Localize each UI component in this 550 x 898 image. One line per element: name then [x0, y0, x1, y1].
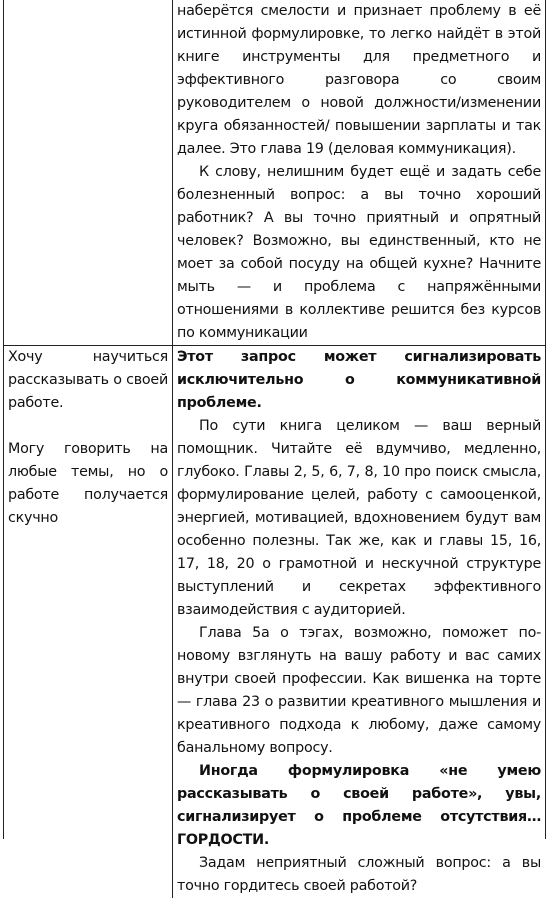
request-cell [4, 346, 173, 898]
answer-paragraph: Глава 5а о тэгах, возможно, поможет по-новому взглянуть на вашу работу и вас самих внутри своей профессии. Как вишенка на торте — глава 23 о развитии креативного мышления и креативного подхода к любому, даже самому банальному вопросу. [177, 622, 541, 760]
answer-paragraph: Задам неприятный сложный вопрос: а вы точно гордитесь своей работой? [177, 852, 541, 898]
answer-paragraph: По сути книга целиком — ваш верный помощник. Читайте её вдумчиво, медленно, глубоко. Главы 2, 5, 6, 7, 8, 10 про поиск смысла, формулирование целей, работу с самооценкой, энергией, мотивацией, вдохновением будут вам особенно полезны. Так же, как и главы 15, 16, 17, 18, 20 о грамотной и нескучной структуре выступлений и секретах эффективного взаимодействия с аудиторией. [177, 415, 541, 622]
answer-bold-paragraph: Иногда формулировка «не умею рассказывать о своей работе», увы, сигнализирует о проблеме отсутствия… ГОРДОСТИ. [177, 760, 541, 852]
request-cell [4, 0, 173, 346]
answer-paragraph: К слову, нелишним будет ещё и задать себе болезненный вопрос: а вы точно хороший работник? А вы точно приятный и опрятный человек? Возможно, вы единственный, кто не моет за собой посуду на общей кухне? Начните мыть — и проблема с напряжёнными отношениями в коллективе решится без курсов по коммуникации [177, 161, 541, 345]
answer-paragraph: наберётся смелости и признает проблему в её истинной формулировке, то легко найдёт в этой книге инструменты для предметного и эффективного разговора со своим руководителем о новой должности/изменении круга обязанностей/ повышении зарплаты и так далее. Это глава 19 (деловая коммуникация). [177, 0, 541, 161]
answer-bold-paragraph: Этот запрос может сигнализировать исключительно о коммуникативной проблеме. [177, 346, 541, 415]
request-text: Хочу научиться рассказывать о своей работе. [8, 346, 168, 415]
advice-table [4, 0, 545, 898]
request-text: Могу говорить на любые темы, но о работе получается скучно [8, 438, 168, 530]
answer-cell [173, 0, 546, 346]
table-row [4, 0, 545, 346]
answer-cell [173, 346, 546, 898]
table-row [4, 346, 545, 898]
document-page [3, 0, 546, 839]
